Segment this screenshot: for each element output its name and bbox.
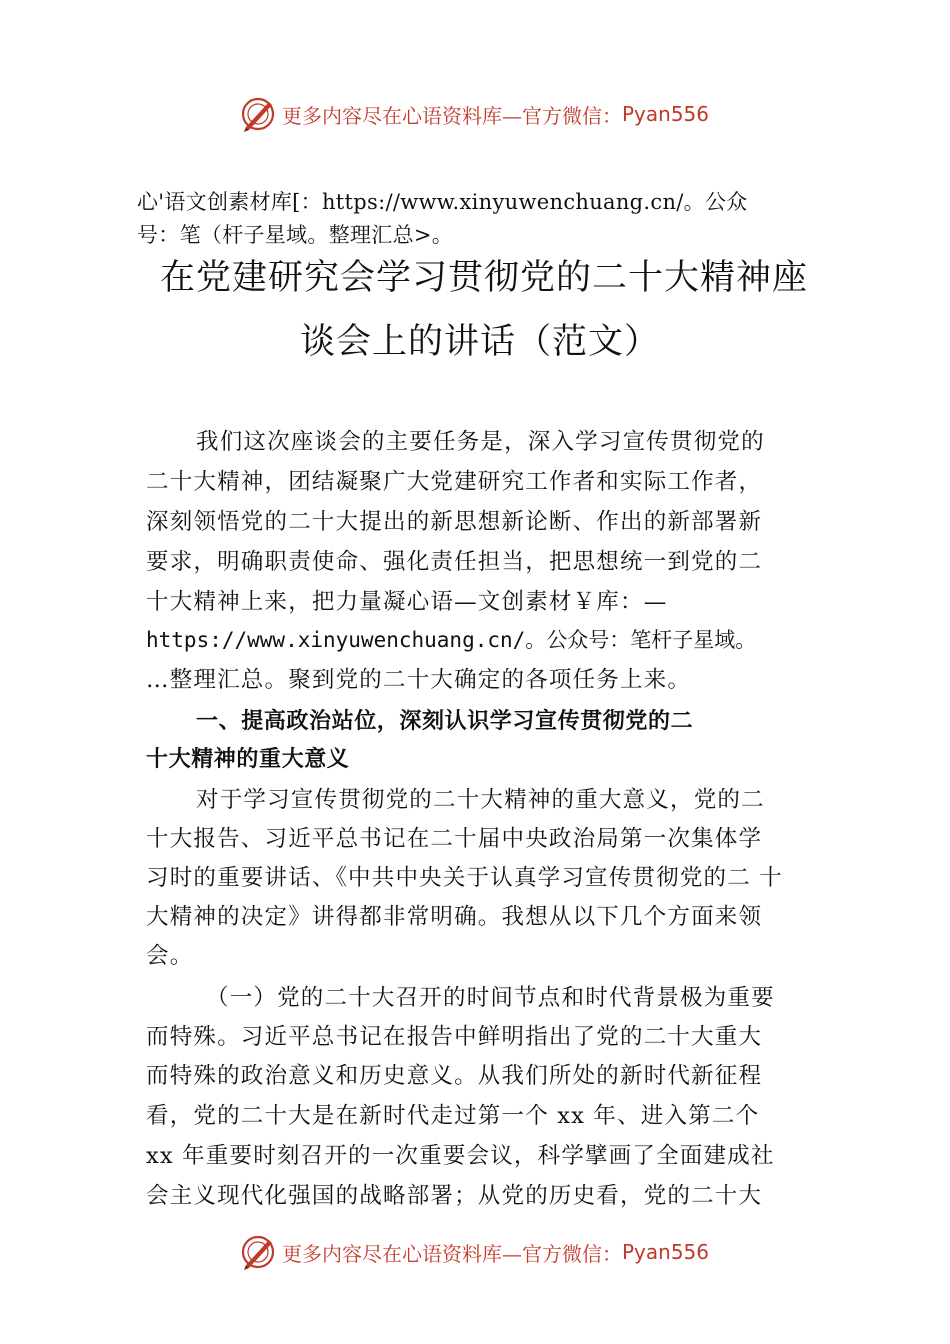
paragraph-line: 而特殊的政治意义和历史意义。从我们所处的新时代新征程 (146, 1063, 763, 1089)
paragraph-line: 十大精神上来，把力量凝心语—文创素材￥库：— (146, 589, 668, 615)
paragraph-line: 看，党的二十大是在新时代走过第一个 xx 年、进入第二个 (146, 1103, 760, 1129)
paragraph-line: …整理汇总。聚到党的二十大确定的各项任务上来。 (146, 667, 692, 693)
footer-watermark-banner (238, 1232, 758, 1272)
pen-seal-logo-icon (238, 1232, 278, 1272)
paragraph-line: 深刻领悟党的二十大提出的新思想新论断、作出的新部署新 (146, 509, 763, 535)
paragraph-line: 而特殊。习近平总书记在报告中鲜明指出了党的二十大重大 (146, 1024, 763, 1050)
paragraph-line: 我们这次座谈会的主要任务是，深入学习宣传贯彻党的 (196, 429, 765, 455)
paragraph-line: 要求，明确职责使命、强化责任担当，把思想统一到党的二 (146, 549, 763, 575)
document-title-line-2: 谈会上的讲话（范文） (300, 322, 661, 362)
banner-text: 更多内容尽在心语资料库—官方微信： (282, 1241, 622, 1266)
paragraph-line: 二十大精神，团结凝聚广大党建研究工作者和实际工作者， (146, 469, 763, 495)
paragraph-line: 大精神的决定》讲得都非常明确。我想从以下几个方面来领 (146, 904, 763, 930)
paragraph-line: xx 年重要时刻召开的一次重要会议，科学擘画了全面建成社 (146, 1143, 775, 1169)
paragraph-line: https://www.xinyuwenchuang.cn/。公众号：笔杆子星域。 (146, 628, 757, 652)
pen-seal-logo-icon (238, 94, 278, 134)
banner-wechat-id: Pyan556 (622, 1240, 710, 1264)
header-watermark-banner (238, 94, 758, 134)
source-line-2: 号：笔（杆子星域。整理汇总>。 (137, 223, 454, 247)
document-title-line-1: 在党建研究会学习贯彻党的二十大精神座 (160, 258, 809, 298)
banner-text: 更多内容尽在心语资料库—官方微信： (282, 103, 622, 128)
paragraph-line: 对于学习宣传贯彻党的二十大精神的重大意义，党的二 (196, 787, 765, 813)
section-heading-line-2: 十大精神的重大意义 (146, 747, 350, 772)
source-line-1: 心'语文创素材库[：https://www.xinyuwenchuang.cn/。公众 (137, 190, 748, 214)
paragraph-line: 会。 (146, 943, 194, 969)
paragraph-line: 十大报告、习近平总书记在二十届中央政治局第一次集体学 (146, 826, 763, 852)
paragraph-line: 会主义现代化强国的战略部署；从党的历史看，党的二十大 (146, 1183, 763, 1209)
banner-wechat-id: Pyan556 (622, 102, 710, 126)
section-heading-line-1: 一、提高政治站位，深刻认识学习宣传贯彻党的二 (196, 709, 694, 734)
paragraph-line: 习时的重要讲话、《中共中央关于认真学习宣传贯彻党的二 十 (146, 865, 784, 891)
paragraph-line: （一）党的二十大召开的时间节点和时代背景极为重要 (206, 985, 775, 1011)
